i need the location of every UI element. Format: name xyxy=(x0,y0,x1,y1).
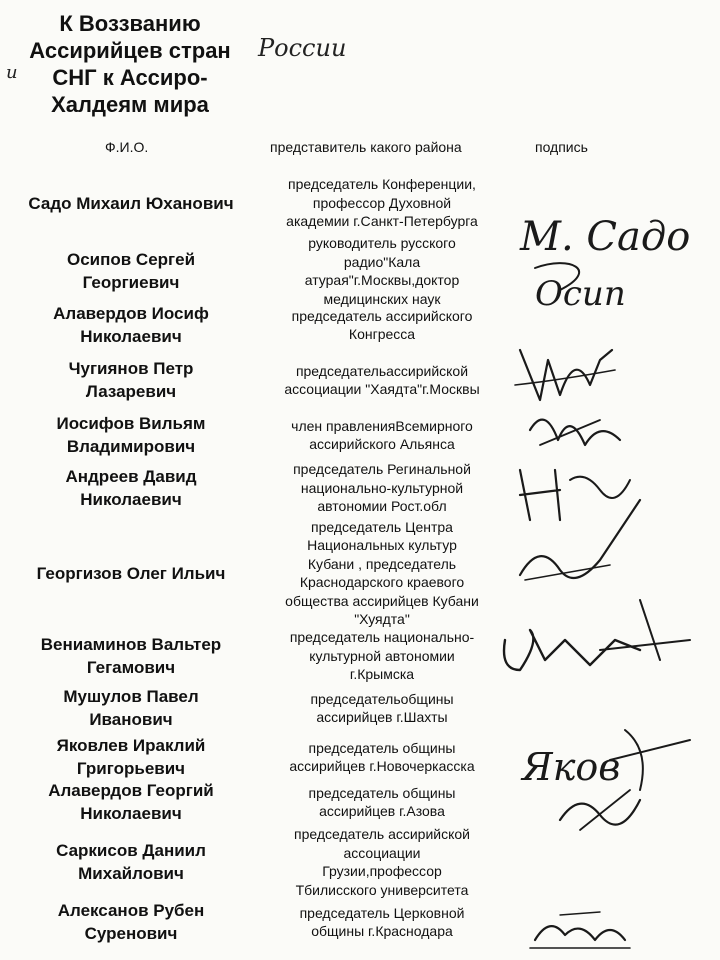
signatory-name xyxy=(0,737,262,777)
signatory-name xyxy=(0,360,262,400)
title-line: СНГ к Ассиро- xyxy=(52,65,208,90)
table-row xyxy=(0,415,720,455)
role-line: Кубани , председатель xyxy=(307,555,457,572)
handwritten-and: и xyxy=(6,62,18,83)
name-line: Алексанов Рубен xyxy=(57,901,205,920)
signature-text: М. Садо xyxy=(520,214,691,260)
name-line: Саркисов Даниил xyxy=(56,841,206,860)
role-line: общины г.Краснодара xyxy=(311,923,453,939)
signatory-role xyxy=(262,782,502,822)
signatory-name xyxy=(0,688,262,728)
table-row xyxy=(0,518,720,628)
signatory-role xyxy=(262,902,502,942)
name-line: Осипов Сергей xyxy=(66,250,196,269)
role-line: председатель национально- xyxy=(289,629,475,646)
name-line: Иванович xyxy=(89,710,173,729)
name-line: Владимирович xyxy=(66,437,196,456)
role-line: председатель Регинальной xyxy=(293,461,471,478)
document-title xyxy=(0,10,260,118)
signatory-role xyxy=(262,688,502,728)
title-line: Ассирийцев стран xyxy=(29,38,231,63)
name-line: Георгиевич xyxy=(82,273,180,292)
signature-text: Осип xyxy=(535,274,626,314)
role-line: национально-культурной xyxy=(300,479,464,496)
signatory-name xyxy=(0,825,262,899)
role-line: Краснодарского краевого xyxy=(299,574,465,590)
name-line: Суренович xyxy=(84,924,178,943)
role-line: ассирийцев г.Азова xyxy=(319,803,445,819)
role-line: председатель общины xyxy=(308,784,456,801)
role-line: автономии Рост.обл xyxy=(317,498,447,515)
role-line: ассоциации xyxy=(343,844,421,861)
name-line: Вениаминов Вальтер xyxy=(40,635,222,654)
table-row xyxy=(0,175,720,231)
signatory-role xyxy=(262,360,502,400)
column-header-signature: подпись xyxy=(535,139,588,155)
table-row xyxy=(0,305,720,345)
signatory-role xyxy=(262,234,502,308)
role-line: ассоциации "Хаядта"г.Москвы xyxy=(284,381,480,397)
signatory-role xyxy=(262,175,502,231)
signature-text: Яков xyxy=(522,745,621,789)
name-line: Иосифов Вильям xyxy=(56,414,206,433)
role-line: председатель ассирийского xyxy=(291,307,473,324)
role-line: общества ассирийцев Кубани xyxy=(285,592,479,609)
signatory-name xyxy=(0,902,262,942)
role-line: академии г.Санкт-Петербурга xyxy=(286,213,478,230)
name-line: Гегамович xyxy=(86,658,176,677)
title-line: К Воззванию xyxy=(59,11,201,36)
role-line: культурной автономии xyxy=(309,647,455,664)
signatory-role xyxy=(262,305,502,345)
column-header-fio: Ф.И.О. xyxy=(105,139,149,155)
name-line: Садо Михаил Юханович xyxy=(28,193,234,213)
table-row xyxy=(0,782,720,822)
table-row xyxy=(0,688,720,728)
name-line: Георгизов Олег Ильич xyxy=(36,563,226,583)
role-line: Тбилисского университета xyxy=(295,881,469,898)
table-row xyxy=(0,825,720,899)
signatory-name xyxy=(0,628,262,684)
table-row xyxy=(0,460,720,516)
table-row xyxy=(0,234,720,308)
role-line: Грузии,профессор xyxy=(322,863,442,879)
role-line: председательассирийской xyxy=(295,362,469,379)
role-line: радио"Кала xyxy=(343,253,421,270)
name-line: Николаевич xyxy=(80,327,182,346)
signatory-role xyxy=(262,628,502,684)
role-line: председатель ассирийской xyxy=(294,826,470,842)
role-line: руководитель русского xyxy=(308,235,456,251)
title-line: Халдеям мира xyxy=(51,92,209,117)
handwritten-insert: России xyxy=(258,34,347,62)
name-line: Николаевич xyxy=(80,804,182,823)
table-row xyxy=(0,902,720,942)
name-line: Андреев Давид xyxy=(65,467,197,486)
name-line: Михайлович xyxy=(78,864,184,883)
name-line: Чугиянов Петр xyxy=(68,359,194,378)
name-line: Яковлев Ираклий xyxy=(56,736,206,755)
signatory-role xyxy=(262,415,502,455)
table-row xyxy=(0,360,720,400)
name-line: Григорьевич xyxy=(76,759,186,778)
role-line: председатель общины xyxy=(308,739,456,756)
signatory-role xyxy=(262,518,502,628)
role-line: ассирийцев г.Шахты xyxy=(316,709,448,725)
role-line: председатель Конференции, xyxy=(288,176,476,193)
signatory-name xyxy=(0,234,262,308)
signatory-role xyxy=(262,737,502,777)
role-line: ассирийцев г.Новочеркасска xyxy=(289,758,475,774)
role-line: атурая"г.Москвы,доктор xyxy=(304,272,460,288)
signatory-name xyxy=(0,460,262,516)
name-line: Мушулов Павел xyxy=(63,687,199,706)
name-line: Николаевич xyxy=(80,490,182,509)
signatory-name xyxy=(0,518,262,628)
role-line: председатель Центра xyxy=(311,518,453,535)
role-line: член правленияВсемирного xyxy=(291,417,473,434)
table-row xyxy=(0,628,720,684)
table-row xyxy=(0,737,720,777)
role-line: Национальных культур xyxy=(307,537,457,553)
name-line: Лазаревич xyxy=(85,382,177,401)
column-header-representative: представитель какого района xyxy=(270,139,462,155)
signatory-role xyxy=(262,460,502,516)
role-line: профессор Духовной xyxy=(312,194,452,211)
role-line: медицинских наук xyxy=(323,290,441,307)
role-line: председательобщины xyxy=(310,690,454,707)
signatory-role xyxy=(262,825,502,899)
role-line: ассирийского Альянса xyxy=(309,436,455,452)
signatory-name xyxy=(0,782,262,822)
signatory-name xyxy=(0,415,262,455)
role-line: Конгресса xyxy=(348,326,416,342)
role-line: председатель Церковной xyxy=(299,904,465,921)
name-line: Алавердов Георгий xyxy=(48,781,214,800)
signatory-name xyxy=(0,175,262,231)
role-line: "Хуядта" xyxy=(354,611,410,627)
signatory-name xyxy=(0,305,262,345)
role-line: г.Крымска xyxy=(349,666,415,683)
name-line: Алавердов Иосиф xyxy=(53,304,209,323)
